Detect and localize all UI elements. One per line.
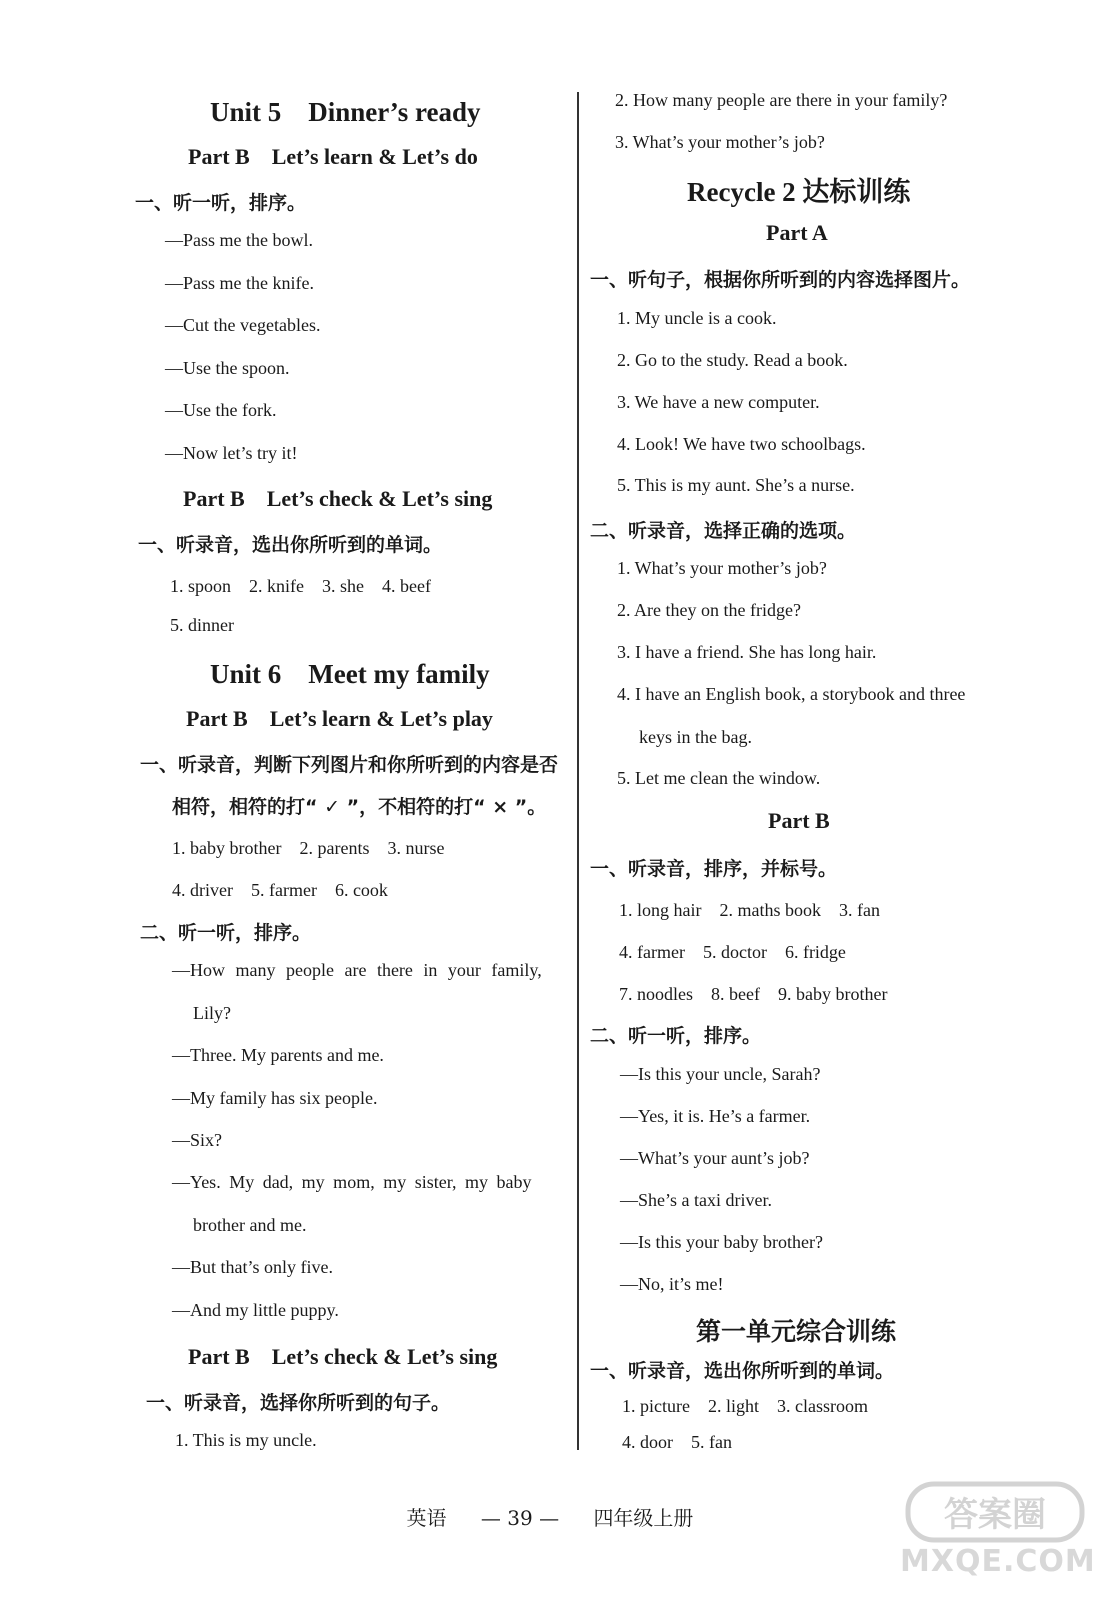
word-list: 1. spoon 2. knife 3. she 4. beef (170, 576, 431, 596)
column-divider (577, 92, 579, 1450)
watermark-logo (900, 1478, 1096, 1588)
dialogue-line: —No, it’s me! (620, 1274, 724, 1294)
question-heading: 二、听一听，排序。 (140, 922, 312, 944)
sentence-item: 4. I have an English book, a storybook and three (617, 684, 966, 704)
question-heading: 一、听录音，判断下列图片和你所听到的内容是否 (140, 754, 559, 776)
question-heading: 相符，相符的打“ ✓ ”，不相符的打“ × ”。 (172, 796, 547, 818)
dialogue-line: —My family has six people. (172, 1088, 378, 1108)
footer-subject: 英语 (406, 1506, 447, 1530)
watermark-site: MXQE.COM (900, 1544, 1096, 1579)
unit6-title: Unit 6 Meet my family (210, 659, 490, 689)
list-item: —Now let’s try it! (165, 443, 298, 463)
question-heading: 一、听句子，根据你所听到的内容选择图片。 (590, 269, 971, 291)
part-b-title: Part B (768, 808, 830, 833)
question-heading: 一、听录音，选出你所听到的单词。 (590, 1360, 895, 1382)
dialogue-line: —She’s a taxi driver. (620, 1190, 772, 1210)
dialogue-line: —Is this your baby brother? (620, 1232, 823, 1252)
list-item: —Cut the vegetables. (165, 315, 321, 335)
word-list: 5. dinner (170, 615, 234, 635)
dialogue-line: —How many people are there in your family, (172, 960, 542, 980)
dialogue-line: —Three. My parents and me. (172, 1045, 384, 1065)
word-list: 4. farmer 5. doctor 6. fridge (619, 942, 846, 962)
list-item: —Pass me the bowl. (165, 230, 313, 250)
list-item: —Use the fork. (165, 400, 277, 420)
sentence-item: 5. Let me clean the window. (617, 768, 821, 788)
sentence-item: 3. I have a friend. She has long hair. (617, 642, 877, 662)
sentence-item: 1. My uncle is a cook. (617, 308, 777, 328)
dialogue-line: —Six? (172, 1130, 223, 1150)
footer-grade: 四年级上册 (593, 1506, 694, 1530)
section-title: Part B Let’s check & Let’s sing (183, 486, 493, 511)
watermark-cn: 答案圈 (944, 1495, 1046, 1535)
dialogue-line: Lily? (193, 1003, 231, 1023)
word-list: 7. noodles 8. beef 9. baby brother (619, 984, 888, 1004)
unit5-title: Unit 5 Dinner’s ready (210, 97, 481, 127)
question-heading: 一、听录音，选出你所听到的单词。 (138, 534, 443, 556)
list-item: —Pass me the knife. (165, 273, 314, 293)
recycle-title: Recycle 2 达标训练 (687, 177, 911, 207)
sentence-item: 1. What’s your mother’s job? (617, 558, 827, 578)
dialogue-line: —But that’s only five. (172, 1257, 333, 1277)
list-item: —Use the spoon. (165, 358, 290, 378)
dialogue-line: —What’s your aunt’s job? (620, 1148, 810, 1168)
unit1-review-title: 第一单元综合训练 (696, 1317, 897, 1346)
sentence-item: 2. How many people are there in your family? (615, 90, 948, 110)
question-heading: 一、听录音，选择你所听到的句子。 (146, 1392, 451, 1414)
word-list: 1. baby brother 2. parents 3. nurse (172, 838, 445, 858)
section-title: Part B Let’s learn & Let’s play (186, 706, 493, 731)
sentence-item: 4. Look! We have two schoolbags. (617, 434, 866, 454)
sentence-item: 2. Go to the study. Read a book. (617, 350, 848, 370)
dialogue-line: brother and me. (193, 1215, 307, 1235)
sentence-item: 3. What’s your mother’s job? (615, 132, 825, 152)
word-list: 1. picture 2. light 3. classroom (622, 1396, 868, 1416)
dialogue-line: —And my little puppy. (172, 1300, 339, 1320)
word-list: 1. long hair 2. maths book 3. fan (619, 900, 880, 920)
watermark-badge-icon (900, 1478, 1090, 1548)
page-number: — 39 — (480, 1506, 560, 1530)
sentence-item: keys in the bag. (639, 727, 752, 747)
section-title: Part B Let’s learn & Let’s do (188, 144, 478, 169)
sentence-item: 5. This is my aunt. She’s a nurse. (617, 475, 855, 495)
question-heading: 一、听一听，排序。 (135, 192, 307, 214)
sentence-item: 1. This is my uncle. (175, 1430, 317, 1450)
word-list: 4. door 5. fan (622, 1432, 732, 1452)
question-heading: 二、听一听，排序。 (590, 1025, 762, 1047)
sentence-item: 2. Are they on the fridge? (617, 600, 801, 620)
dialogue-line: —Yes, it is. He’s a farmer. (620, 1106, 811, 1126)
dialogue-line: —Yes. My dad, my mom, my sister, my baby (172, 1172, 532, 1192)
word-list: 4. driver 5. farmer 6. cook (172, 880, 388, 900)
question-heading: 二、听录音，选择正确的选项。 (590, 520, 857, 542)
dialogue-line: —Is this your uncle, Sarah? (620, 1064, 821, 1084)
sentence-item: 3. We have a new computer. (617, 392, 820, 412)
section-title: Part B Let’s check & Let’s sing (188, 1344, 498, 1369)
part-a-title: Part A (766, 220, 828, 245)
question-heading: 一、听录音，排序，并标号。 (590, 858, 838, 880)
